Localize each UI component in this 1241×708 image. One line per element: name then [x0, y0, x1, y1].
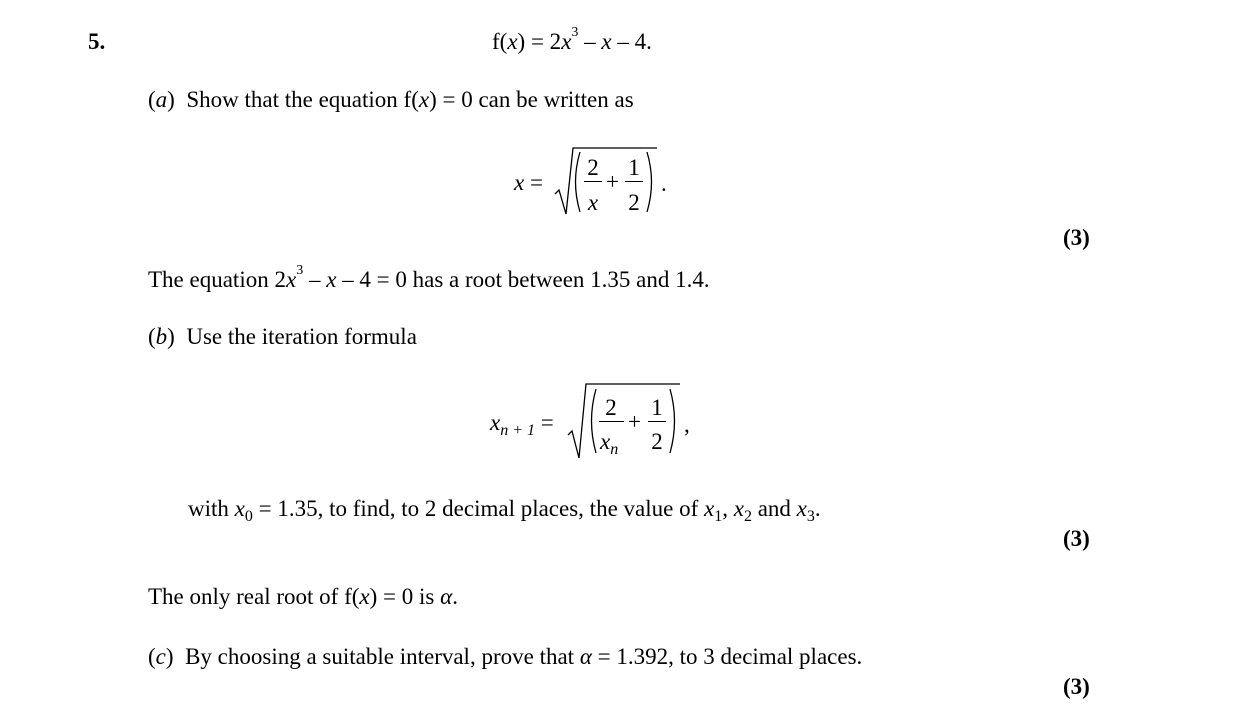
left-paren	[586, 388, 598, 454]
alpha-statement: The only real root of f(x) = 0 is α.	[148, 584, 458, 609]
right-paren	[668, 388, 680, 454]
part-a-label: a	[155, 87, 168, 112]
function-definition: $f(x) = 2x^3 - x - 4$.	[492, 25, 652, 54]
part-c-marks: (3)	[1063, 674, 1090, 699]
part-a-prompt: (a) Show that the equation f(x) = 0 can be written as	[148, 87, 634, 112]
part-a-marks: (3)	[1063, 225, 1090, 250]
part-b-prompt: (b) Use the iteration formula	[148, 324, 417, 349]
part-c-label: c	[155, 644, 166, 669]
part-b-label: b	[155, 324, 168, 349]
left-paren	[570, 151, 582, 213]
part-b-with-line: with $x_0 = 1.35$, to find, to 2 decimal places, the value of $x_1$, $x_2$ and $x_3$.	[188, 496, 821, 525]
part-c-prompt: (c) By choosing a suitable interval, prove that α = 1.392, to 3 decimal places.	[148, 644, 863, 669]
question-number: 5.	[88, 29, 106, 54]
part-b-marks: (3)	[1063, 526, 1090, 551]
root-statement: The equation $2x^3 - x - 4 = 0$ has a root between 1.35 and 1.4.	[148, 263, 710, 292]
right-paren	[645, 151, 657, 213]
